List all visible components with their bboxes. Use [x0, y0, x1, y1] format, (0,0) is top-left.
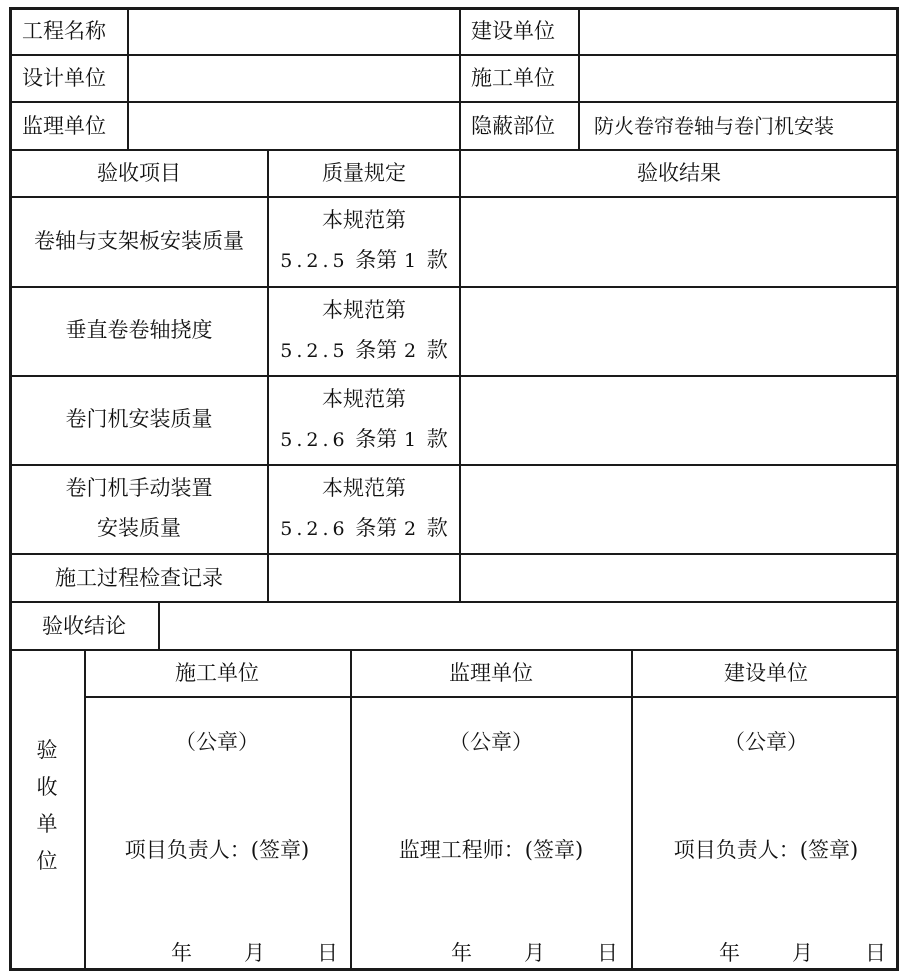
contractor-label: 施工单位 — [471, 66, 555, 90]
col-divider — [158, 602, 160, 650]
col-divider — [127, 8, 129, 150]
col-divider — [578, 8, 580, 150]
date-month: 月 — [792, 941, 813, 965]
row-divider — [10, 553, 898, 555]
column-header-rule: 质量规定 — [322, 161, 406, 185]
unit-name: 监理单位 — [449, 661, 533, 685]
item-rule: 本规范第 5.2.6 条第 2 款 — [280, 476, 448, 540]
supervision-label: 监理单位 — [22, 114, 106, 138]
unit-seal: （公章） — [175, 730, 259, 754]
unit-seal: （公章） — [724, 730, 808, 754]
unit-name: 施工单位 — [175, 661, 259, 685]
unit-seal: （公章） — [449, 730, 533, 754]
concealed-part-label: 隐蔽部位 — [471, 114, 555, 138]
acceptance-units-label: 验 收 单 位 — [36, 738, 58, 873]
row-divider — [10, 196, 898, 198]
item-name: 卷轴与支架板安装质量 — [34, 229, 244, 253]
row-divider — [10, 601, 898, 603]
item-rule: 本规范第 5.2.5 条第 1 款 — [280, 208, 448, 272]
date-day: 日 — [317, 941, 338, 965]
design-unit-label: 设计单位 — [22, 66, 106, 90]
unit-signer[interactable]: 项目负责人：(签章) — [673, 838, 859, 862]
project-name-label: 工程名称 — [22, 19, 106, 43]
row-divider — [84, 696, 898, 698]
col-divider — [631, 650, 633, 970]
construction-owner-label: 建设单位 — [471, 19, 555, 43]
row-divider — [10, 286, 898, 288]
item-rule: 本规范第 5.2.6 条第 1 款 — [280, 387, 448, 451]
date-day: 日 — [597, 941, 618, 965]
row-divider — [10, 464, 898, 466]
row-divider — [10, 54, 898, 56]
row-divider — [10, 649, 898, 651]
unit-signer[interactable]: 项目负责人：(签章) — [124, 838, 310, 862]
col-divider — [267, 150, 269, 602]
item-name: 垂直卷卷轴挠度 — [65, 318, 213, 342]
column-header-item: 验收项目 — [97, 161, 181, 185]
date-month: 月 — [524, 941, 545, 965]
concealed-part-value[interactable]: 防火卷帘卷轴与卷门机安装 — [594, 114, 834, 138]
date-month: 月 — [244, 941, 265, 965]
date-year: 年 — [719, 941, 740, 965]
date-year: 年 — [451, 941, 472, 965]
column-header-result: 验收结果 — [637, 161, 721, 185]
col-divider — [459, 150, 461, 602]
col-divider — [350, 650, 352, 970]
process-record-label: 施工过程检查记录 — [55, 566, 223, 590]
date-year: 年 — [171, 941, 192, 965]
col-divider — [84, 650, 86, 970]
conclusion-label: 验收结论 — [42, 614, 126, 638]
unit-signer[interactable]: 监理工程师：(签章) — [398, 838, 584, 862]
row-divider — [10, 375, 898, 377]
row-divider — [10, 101, 898, 103]
item-name: 卷门机手动装置 安装质量 — [65, 476, 213, 540]
unit-name: 建设单位 — [724, 661, 808, 685]
col-divider — [459, 8, 461, 150]
date-day: 日 — [865, 941, 886, 965]
item-name: 卷门机安装质量 — [65, 407, 213, 431]
item-rule: 本规范第 5.2.5 条第 2 款 — [280, 298, 448, 362]
row-divider — [10, 149, 898, 151]
